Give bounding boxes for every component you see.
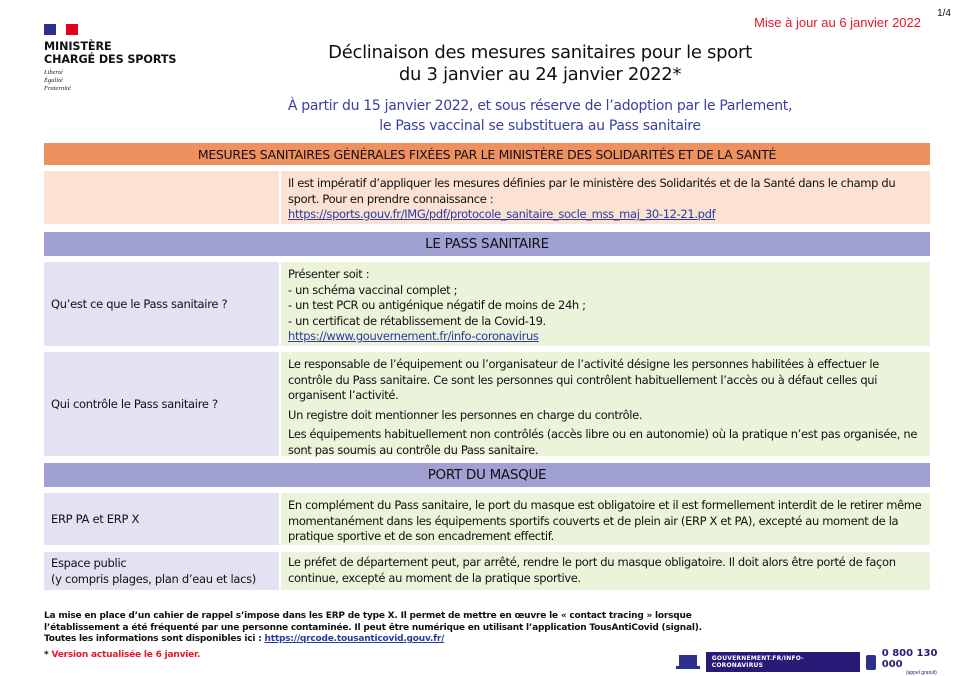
page-subtitle: À partir du 15 janvier 2022, et sous réserve de l’adoption par le Parlement, le Pass vaccinal se substituera au Pass sanitaire <box>287 98 793 134</box>
row-content: En complément du Pass sanitaire, le port du masque est obligatoire et il est formellement interdit de le retirer même momentanément dans les équipements sportifs couverts et de plein air (ERP X et PA), excepté au moment de la pratique sportive et de son encadrement effectif. <box>281 493 930 545</box>
row-content: Présenter soit : - un schéma vaccinal complet ; - un test PCR ou antigénique négatif de moins de 24h ; - un certificat de rétablissement de la Covid-19. https://www.gouvernement.fr/info-coronavirus <box>281 262 930 346</box>
laptop-icon <box>676 655 700 669</box>
protocol-pdf-link[interactable]: https://sports.gouv.fr/IMG/pdf/protocole_sanitaire_socle_mss_maj_30-12-21.pdf <box>288 207 716 221</box>
info-coronavirus-link[interactable]: https://www.gouvernement.fr/info-coronavirus <box>288 329 539 343</box>
ministry-name: MINISTÈRE CHARGÉ DES SPORTS <box>44 40 177 66</box>
page-number: 1/4 <box>937 8 951 19</box>
gov-info-badge <box>676 648 961 676</box>
section-heading-pass: LE PASS SANITAIRE <box>44 232 930 256</box>
info-line: Toutes les informations sont disponibles ici : https://qrcode.tousanticovid.gouv.fr/ <box>44 634 445 644</box>
section-heading-mask: PORT DU MASQUE <box>44 463 930 487</box>
table-row <box>44 352 930 456</box>
section-heading-general: MESURES SANITAIRES GÉNÉRALES FIXÉES PAR LE MINISTÈRE DES SOLIDARITÉS ET DE LA SANTÉ <box>44 143 930 165</box>
general-row <box>44 171 930 224</box>
table-row <box>44 493 930 545</box>
row-label: Espace public (y compris plages, plan d’eau et lacs) <box>44 552 279 590</box>
row-content: Le responsable de l’équipement ou l’organisateur de l’activité désigne les personnes habilitées à effectuer le contrôle du Pass sanitaire. Ce sont les personnes qui contrôlent habituellement l’accès ou à défaut celles qui organisent l’activité. Un registre doit mentionner les personnes en charge du contrôle. Les équipements habituellement non contrôlés (accès libre ou en autonomie) où la pratique n’est pas organisée, ne sont pas soumis au contrôle du Pass sanitaire. <box>281 352 930 456</box>
table-row <box>44 262 930 346</box>
tousanticovid-link[interactable]: https://qrcode.tousanticovid.gouv.fr/ <box>264 634 445 644</box>
footer-notes: La mise en place d’un cahier de rappel s’impose dans les ERP de type X. Il permet de mettre en œuvre le « contact tracing » lorsque l’établissement a été fréquenté par une personne contaminée. Il peut être numérique en utilisant l’application TousAntiCovid (signal). Toutes les informations sont disponibles ici : https://qrcode.tousanticovid.gouv.fr/ * Version actualisée le 6 janvier. <box>44 611 724 661</box>
row-content: Il est impératif d’appliquer les mesures définies par le ministère des Solidarités et de la Santé dans le champ du sport. Pour en prendre connaissance : https://sports.gouv.fr/IMG/pdf/protocole_sanitaire_socle_mss_maj_30-12-21.pdf <box>281 171 930 224</box>
french-republic-flag-icon <box>44 24 78 35</box>
row-label: ERP PA et ERP X <box>44 493 279 545</box>
row-content: Le préfet de département peut, par arrêté, rendre le port du masque obligatoire. Il doit alors être porté de façon continue, excepté au moment de la pratique sportive. <box>281 552 930 590</box>
row-label: Qui contrôle le Pass sanitaire ? <box>44 352 279 456</box>
gov-url-banner[interactable]: GOUVERNEMENT.FR/INFO-CORONAVIRUS <box>706 652 860 672</box>
row-label <box>44 171 279 224</box>
phone-icon <box>866 655 876 670</box>
hotline: 0 800 130 000 (appel gratuit) <box>881 648 938 676</box>
republic-motto: Liberté Égalité Fraternité <box>44 69 71 92</box>
table-row <box>44 552 930 590</box>
page-title: Déclinaison des mesures sanitaires pour le sport du 3 janvier au 24 janvier 2022* <box>328 42 752 85</box>
version-note: * Version actualisée le 6 janvier. <box>44 649 201 660</box>
row-label: Qu’est ce que le Pass sanitaire ? <box>44 262 279 346</box>
update-notice: Mise à jour au 6 janvier 2022 <box>754 15 921 30</box>
ministry-logo <box>44 24 176 93</box>
